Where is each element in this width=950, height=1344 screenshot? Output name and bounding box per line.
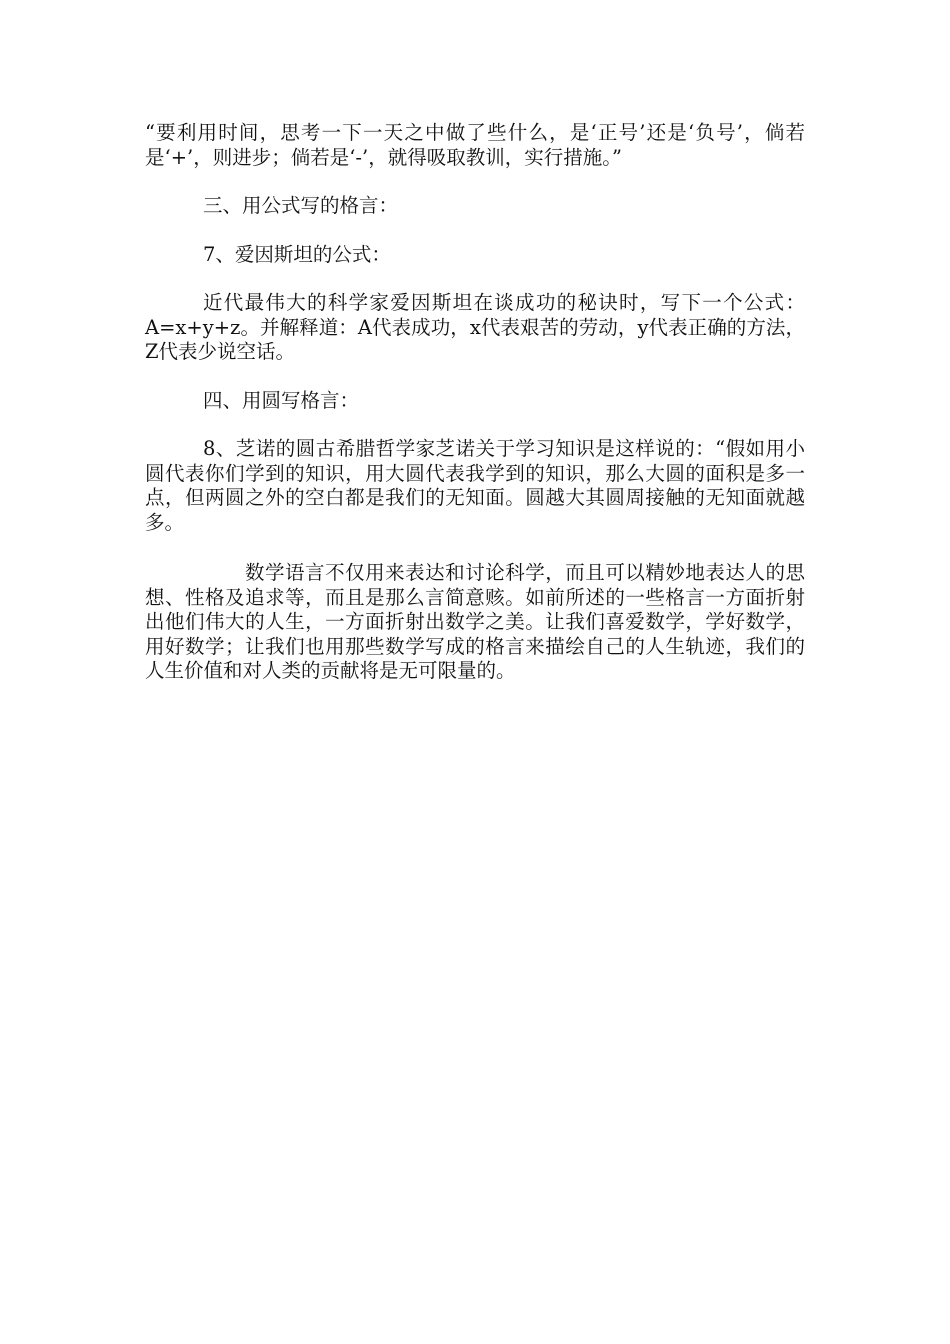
section-heading-circle: 四、用圆写格言： [203,388,360,412]
paragraph-einstein-formula: 近代最伟大的科学家爱因斯坦在谈成功的秘诀时，写下一个公式：A=x+y+z。并解释道：A代表成功，x代表艰苦的劳动，y代表正确的方法，Z代表少说空话。 [145,291,805,363]
section-heading-formula: 三、用公式写的格言： [203,194,399,217]
document-page [145,121,805,684]
item-heading-einstein: 7、爱因斯坦的公式： [203,242,391,266]
paragraph-conclusion: 数学语言不仅用来表达和讨论科学，而且可以精妙地表达人的思想、性格及追求等，而且是那么言简意赅。如前所述的一些格言一方面折射出他们伟大的人生，一方面折射出数学之美。让我们喜爱数学，学好数学，用好数学；让我们也用那些数学写成的格言来描绘自己的人生轨迹，我们的人生价值和对人类的贡献将是无可限量的。 [145,561,805,682]
paragraph-zeno-circle: 8、芝诺的圆古希腊哲学家芝诺关于学习知识是这样说的：“假如用小圆代表你们学到的知识，用大圆代表我学到的知识，那么大圆的面积是多一点，但两圆之外的空白都是我们的无知面。圆越大其圆周接触的无知面就越多。 [145,437,805,534]
paragraph-quote-time: “要利用时间，思考一下一天之中做了些什么，是‘正号’还是‘负号’，倘若是‘+’，则进步；倘若是‘-’，就得吸取教训，实行措施。” [145,121,805,169]
